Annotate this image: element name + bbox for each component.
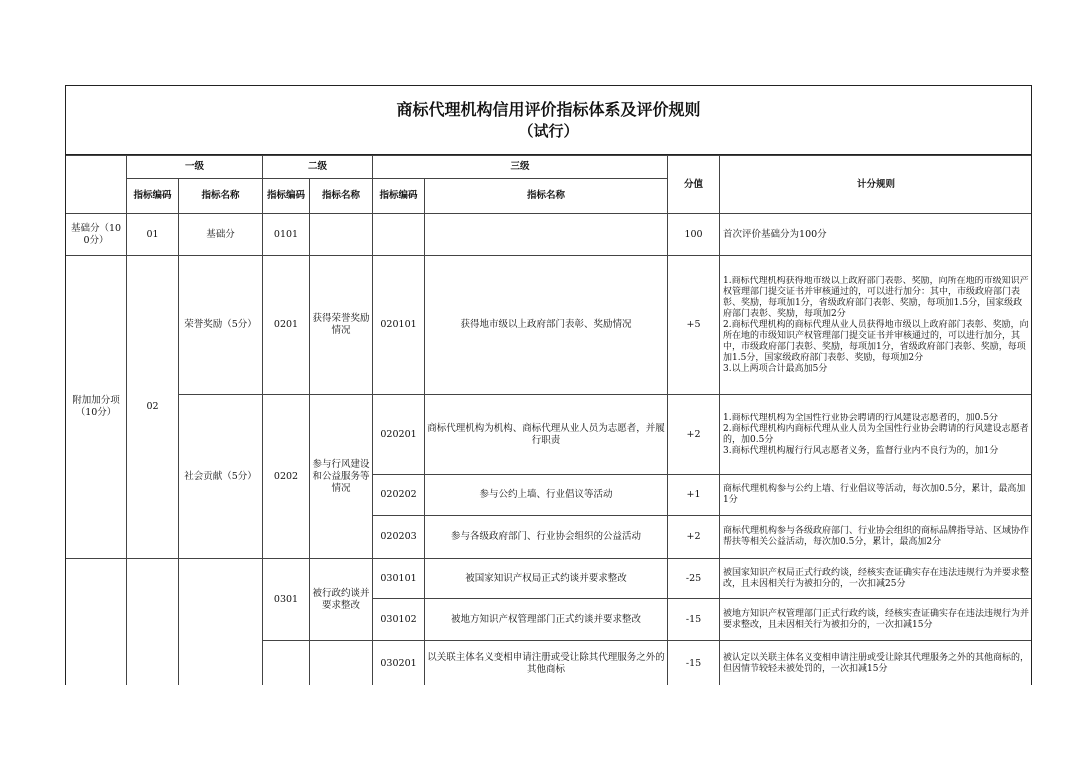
- item-rule-cell: [720, 395, 1032, 475]
- indicator-table: [65, 155, 1032, 685]
- penalty-l2-name-next: [310, 641, 373, 686]
- honor-l2-code: 0201: [263, 256, 310, 395]
- base-l3-name: [425, 214, 668, 256]
- base-l2-code: 0101: [263, 214, 310, 256]
- base-category: 基础分（100分）: [66, 214, 127, 256]
- table-row-030101: [66, 559, 1033, 599]
- item-code: 020202: [373, 475, 425, 516]
- item-name: 被地方知识产权管理部门正式约谈并要求整改: [425, 599, 668, 641]
- item-code: 020101: [373, 256, 425, 395]
- header-l2-name: 指标名称: [310, 179, 373, 214]
- item-score: +2: [668, 516, 720, 559]
- table-row-020201: [66, 395, 1033, 475]
- header-level2: 二级: [263, 156, 373, 179]
- evaluation-sheet: [65, 85, 1032, 685]
- item-rule: 商标代理机构参与公约上墙、行业倡议等活动，每次加0.5分，累计，最高加1分: [720, 475, 1032, 516]
- item-score: -25: [668, 559, 720, 599]
- penalty-l1-code: [127, 559, 179, 686]
- social-l2-code: 0202: [263, 395, 310, 559]
- item-rule: 被认定以关联主体名义变相申请注册或受让除其代理服务之外的其他商标的，但因情节较轻未被处罚的，一次扣减15分: [720, 641, 1032, 686]
- document-title: [66, 86, 1031, 155]
- base-l1-name: 基础分: [179, 214, 263, 256]
- honor-l1-name: 荣誉奖励（5分）: [179, 256, 263, 395]
- table-row-base: [66, 214, 1033, 256]
- item-code: 030201: [373, 641, 425, 686]
- header-l3-name: 指标名称: [425, 179, 668, 214]
- item-rule-cell: [720, 256, 1032, 395]
- item-score: +5: [668, 256, 720, 395]
- item-score: +1: [668, 475, 720, 516]
- item-code: 020203: [373, 516, 425, 559]
- item-score: -15: [668, 641, 720, 686]
- header-level1: 一级: [127, 156, 263, 179]
- table-row-020101: [66, 256, 1033, 395]
- item-code: 030102: [373, 599, 425, 641]
- penalty-l2-code: 0301: [263, 559, 310, 641]
- item-rule: 被地方知识产权管理部门正式行政约谈，经核实查证确实存在违法违规行为并要求整改，且未因相关行为被扣分的，一次扣减15分: [720, 599, 1032, 641]
- title-line-2: （试行）: [518, 122, 579, 140]
- header-level3: 三级: [373, 156, 668, 179]
- penalty-l2-name: 被行政约谈并要求整改: [310, 559, 373, 641]
- item-rule: 被国家知识产权局正式行政约谈，经核实查证确实存在违法违规行为并要求整改，且未因相关行为被扣分的，一次扣减25分: [720, 559, 1032, 599]
- penalty-category: [66, 559, 127, 686]
- item-name: 参与各级政府部门、行业协会组织的公益活动: [425, 516, 668, 559]
- header-rule: 计分规则: [720, 156, 1032, 214]
- base-l1-code: 01: [127, 214, 179, 256]
- honor-l2-name: 获得荣誉奖励情况: [310, 256, 373, 395]
- social-l2-name: 参与行风建设和公益服务等情况: [310, 395, 373, 559]
- item-score: +2: [668, 395, 720, 475]
- item-name: 获得地市级以上政府部门表彰、奖励情况: [425, 256, 668, 395]
- title-line-1: 商标代理机构信用评价指标体系及评价规则: [396, 100, 701, 119]
- header-row-1: [66, 156, 1033, 179]
- item-score: -15: [668, 599, 720, 641]
- penalty-l2-code-next: [263, 641, 310, 686]
- header-l3-code: 指标编码: [373, 179, 425, 214]
- penalty-l1-name: [179, 559, 263, 686]
- base-l3-code: [373, 214, 425, 256]
- header-blank: [66, 156, 127, 214]
- header-score: 分值: [668, 156, 720, 214]
- bonus-l1-code: 02: [127, 256, 179, 559]
- header-l1-name: 指标名称: [179, 179, 263, 214]
- base-rule: 首次评价基础分为100分: [720, 214, 1032, 256]
- item-rule: 1.商标代理机构获得地市级以上政府部门表彰、奖励，向所在地的市级知识产权管理部门提交证书并审核通过的，可以进行加分：其中，市级政府部门表彰、奖励，每项加1分，省级政府部门表彰、奖励，每项加1.5分，国家级政府部门表彰、奖励，每项加2分 2.商标代理机构的商标代理从业人员获得地市级以上政府部门表彰、奖励，向所在地的市级知识产权管理部门提交证书并审核通过的，可以进行加分，其中，市级政府部门表彰、奖励，每项加1分，省级政府部门表彰、奖励，每项加1.5分，国家级政府部门表彰、奖励，每项加2分 3.以上两项合计最高加5分: [723, 275, 1029, 374]
- item-name: 以关联主体名义变相申请注册或受让除其代理服务之外的其他商标: [425, 641, 668, 686]
- item-name: 被国家知识产权局正式约谈并要求整改: [425, 559, 668, 599]
- item-name: 参与公约上墙、行业倡议等活动: [425, 475, 668, 516]
- item-name: 商标代理机构为机构、商标代理从业人员为志愿者，并履行职责: [425, 395, 668, 475]
- item-rule: 1.商标代理机构为全国性行业协会聘请的行风建设志愿者的，加0.5分 2.商标代理机构内商标代理从业人员为全国性行业协会聘请的行风建设志愿者的，加0.5分 3.商标代理机构履行行风志愿者义务，监督行业内不良行为的，加1分: [723, 412, 1029, 456]
- social-l1-name: 社会贡献（5分）: [179, 395, 263, 559]
- header-l1-code: 指标编码: [127, 179, 179, 214]
- base-score: 100: [668, 214, 720, 256]
- bonus-category: 附加加分项（10分）: [66, 256, 127, 559]
- item-rule: 商标代理机构参与各级政府部门、行业协会组织的商标品牌指导站、区域协作帮扶等相关公益活动，每次加0.5分，累计，最高加2分: [720, 516, 1032, 559]
- item-code: 020201: [373, 395, 425, 475]
- item-code: 030101: [373, 559, 425, 599]
- base-l2-name: [310, 214, 373, 256]
- header-l2-code: 指标编码: [263, 179, 310, 214]
